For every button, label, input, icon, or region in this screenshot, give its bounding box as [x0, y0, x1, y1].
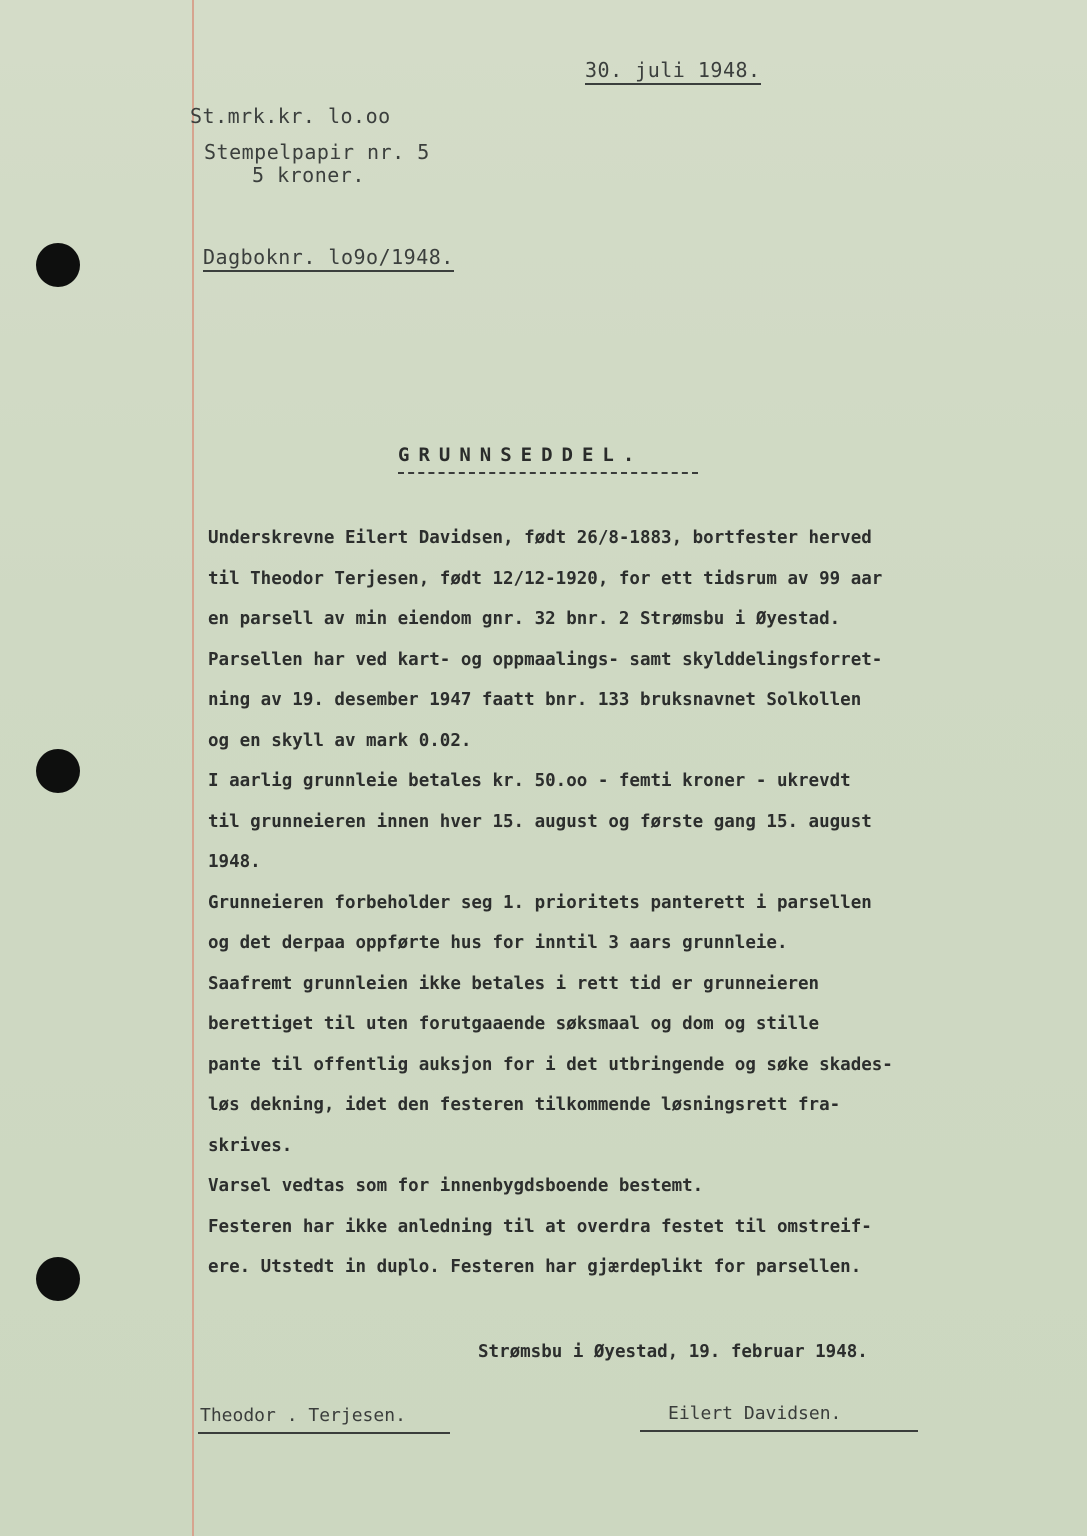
punch-hole — [36, 243, 80, 287]
title-underline — [398, 472, 698, 474]
signature-left: Theodor . Terjesen. — [200, 1405, 406, 1426]
body-line: Underskrevne Eilert Davidsen, født 26/8-1883, bortfester herved — [208, 528, 872, 548]
stamp-paper: Stempelpapir nr. 5 — [204, 140, 430, 164]
signature-right: Eilert Davidsen. — [668, 1403, 842, 1424]
body-line: og det derpaa oppførte hus for inntil 3 aars grunnleie. — [208, 933, 788, 953]
body-line: ere. Utstedt in duplo. Festeren har gjærdeplikt for parsellen. — [208, 1257, 862, 1277]
body-line: 1948. — [208, 852, 261, 872]
body-line: og en skyll av mark 0.02. — [208, 730, 472, 751]
body-line: til Theodor Terjesen, født 12/12-1920, for ett tidsrum av 99 aar — [208, 568, 883, 589]
body-line: løs dekning, idet den festeren tilkommende løsningsrett fra- — [208, 1095, 841, 1115]
body-line: Festeren har ikke anledning til at overdra festet til omstreif- — [208, 1216, 872, 1237]
body-line: Parsellen har ved kart- og oppmaalings- samt skylddelingsforret- — [208, 649, 883, 670]
document-date: 30. juli 1948. — [585, 58, 761, 85]
body-line: en parsell av min eiendom gnr. 32 bnr. 2 Strømsbu i Øyestad. — [208, 609, 841, 629]
body-line: Varsel vedtas som for innenbygdsboende bestemt. — [208, 1176, 704, 1196]
body-line: Grunneieren forbeholder seg 1. prioritets panterett i parsellen — [208, 892, 872, 913]
place-and-date: Strømsbu i Øyestad, 19. februar 1948. — [478, 1342, 868, 1362]
signature-left-line — [198, 1432, 450, 1434]
body-line: Saafremt grunnleien ikke betales i rett tid er grunneieren — [208, 973, 820, 994]
body-line: skrives. — [208, 1135, 293, 1156]
body-line: pante til offentlig auksjon for i det utbringende og søke skades- — [208, 1054, 893, 1075]
body-line: I aarlig grunnleie betales kr. 50.oo - femti kroner - ukrevdt — [208, 771, 851, 791]
stamp-value: St.mrk.kr. lo.oo — [190, 104, 391, 128]
punch-hole — [36, 749, 80, 793]
body-line: ning av 19. desember 1947 faatt bnr. 133 bruksnavnet Solkollen — [208, 690, 862, 710]
body-line: til grunneieren innen hver 15. august og første gang 15. august — [208, 811, 872, 832]
margin-line — [192, 0, 194, 1536]
body-line: berettiget til uten forutgaaende søksmaal og dom og stille — [208, 1014, 820, 1034]
dagbok-number: Dagboknr. lo9o/1948. — [203, 245, 454, 272]
body-paragraph — [208, 528, 1028, 1298]
signature-right-line — [640, 1430, 918, 1432]
page-title: GRUNNSEDDEL. — [398, 444, 644, 466]
stamp-amount: 5 kroner. — [252, 163, 365, 187]
punch-hole — [36, 1257, 80, 1301]
